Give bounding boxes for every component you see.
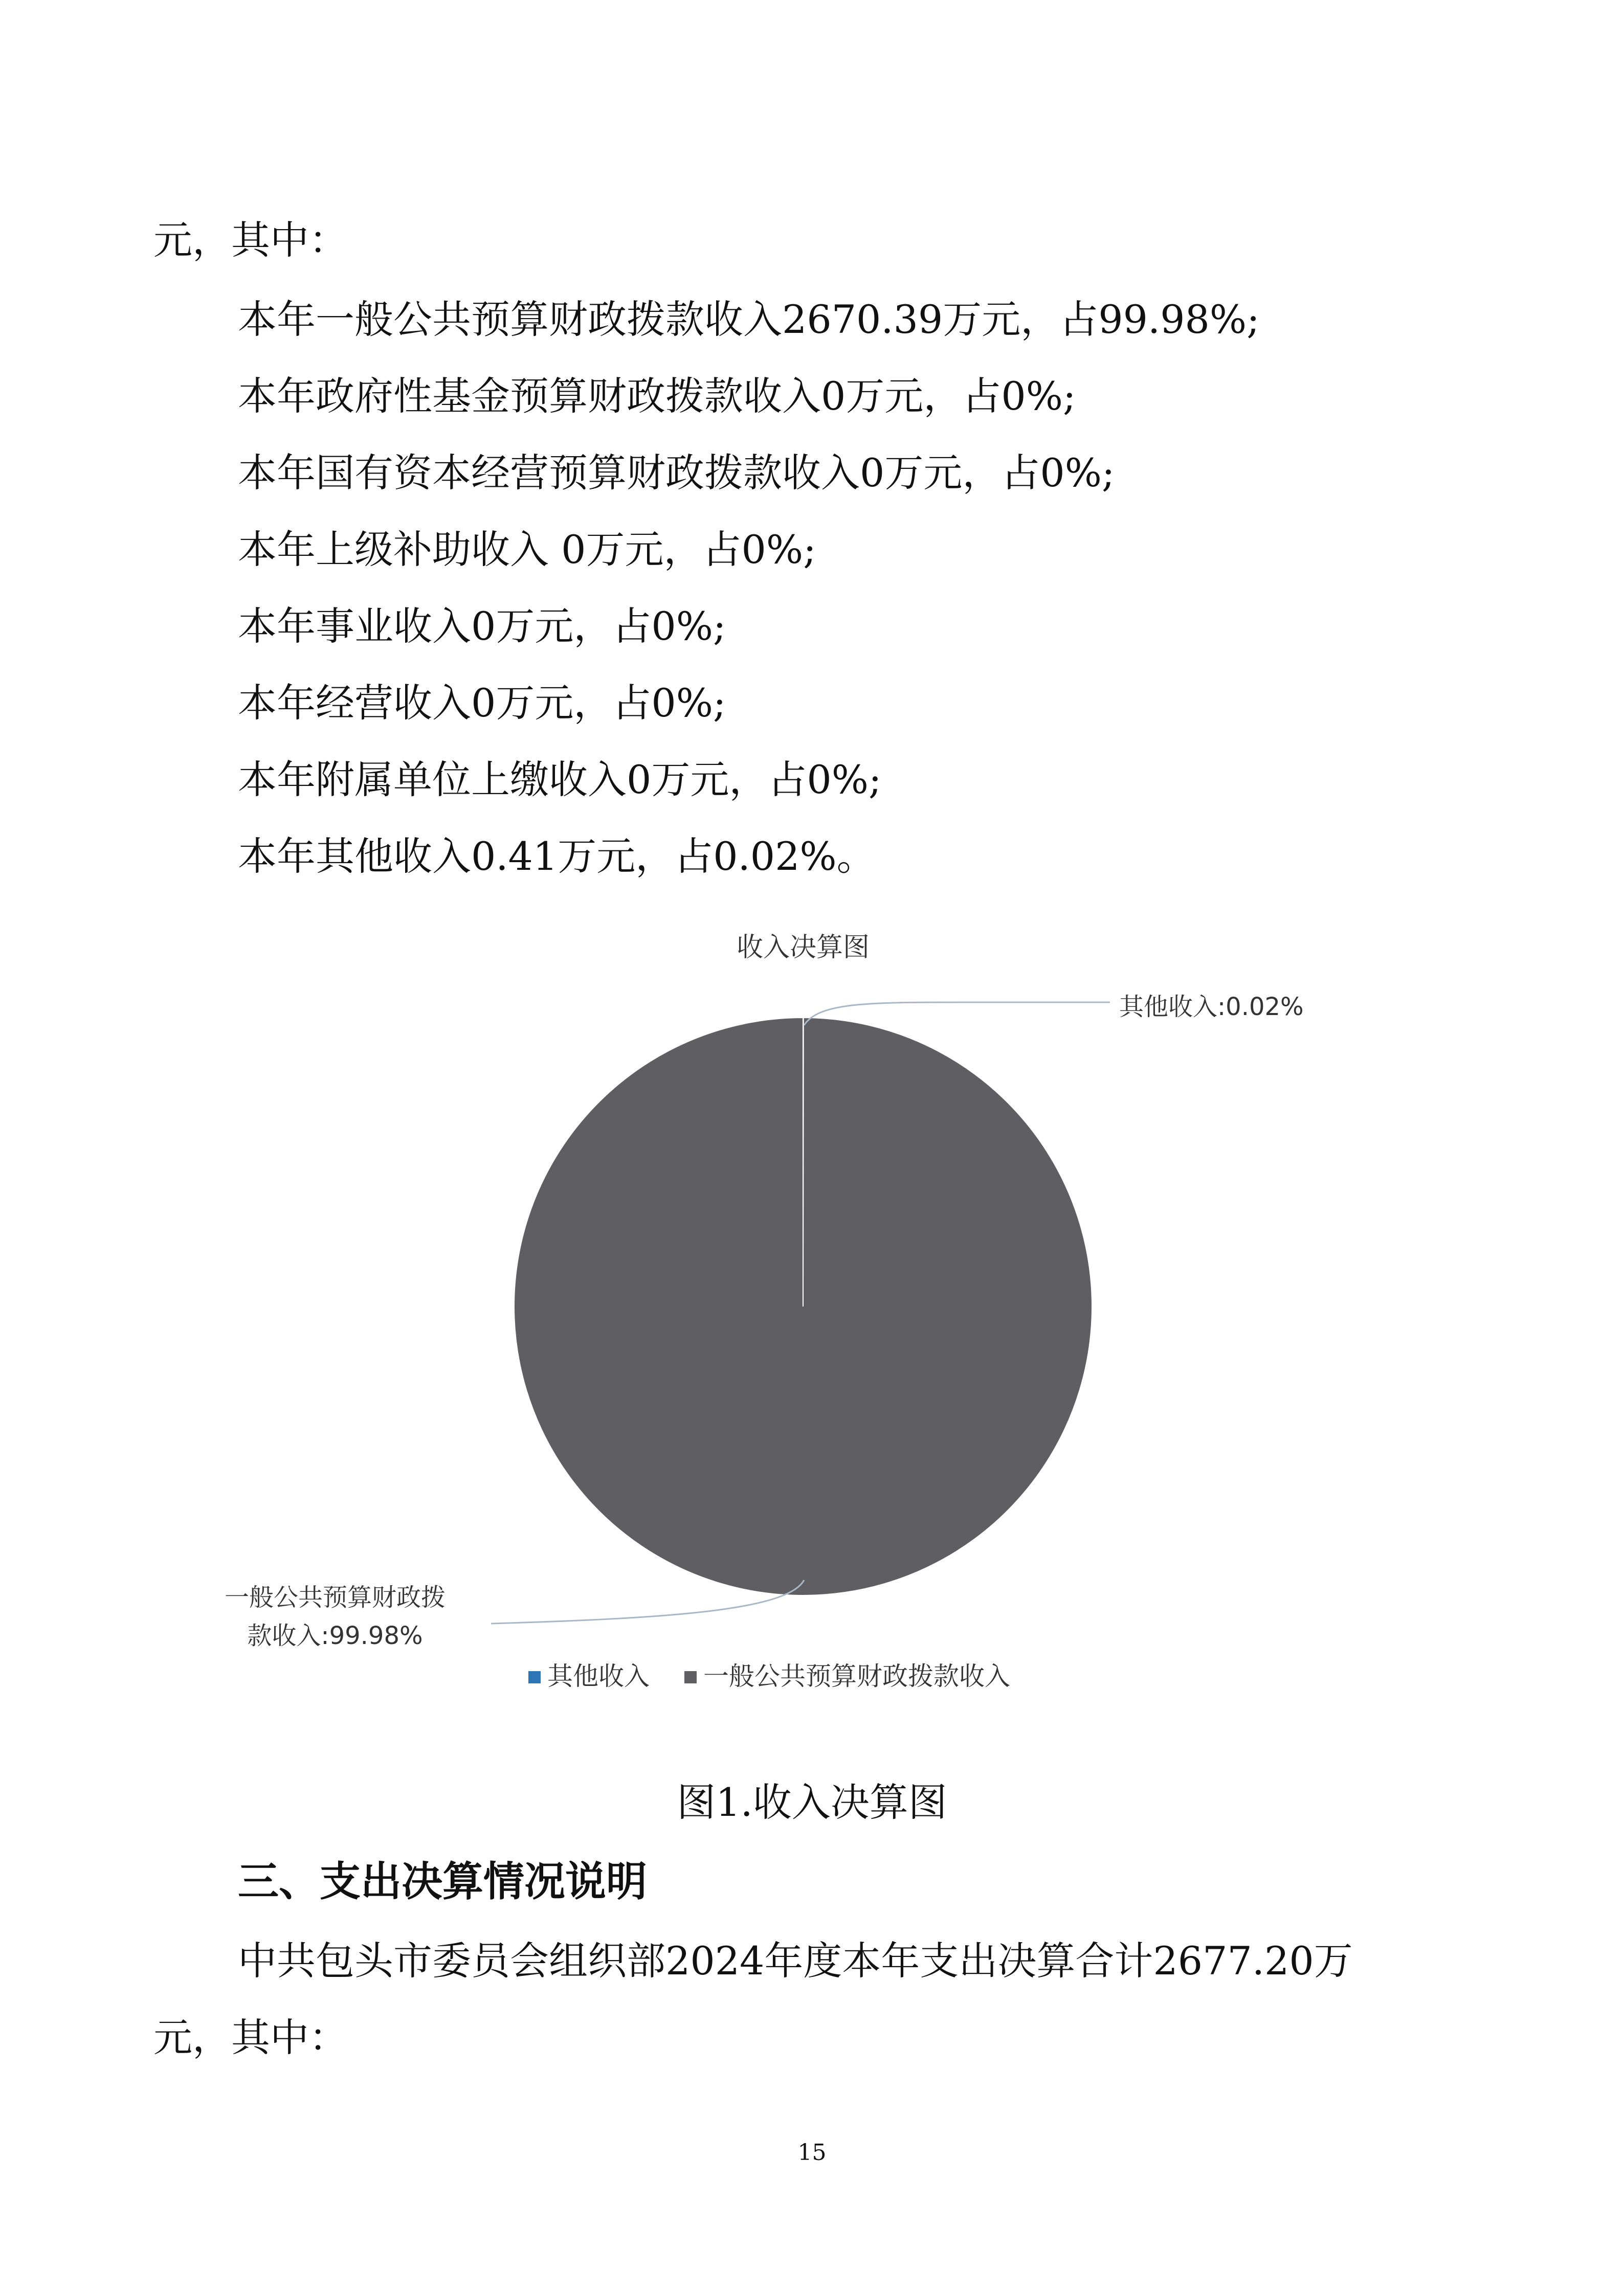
income-item-state-capital: 本年国有资本经营预算财政拨款收入0万元，占0%; xyxy=(238,450,1115,496)
section-heading: 三、支出决算情况说明 xyxy=(238,1858,647,1905)
pie-slices xyxy=(514,1018,1092,1595)
intro-continuation: 元，其中： xyxy=(153,217,348,263)
income-item-superior-subsidy: 本年上级补助收入 0万元，占0%; xyxy=(238,527,816,572)
figure-caption: 图1.收入决算图 xyxy=(677,1780,947,1825)
income-item-business: 本年事业收入0万元，占0%; xyxy=(238,603,726,649)
page-number: 15 xyxy=(797,2140,827,2166)
expenditure-intro-line1: 中共包头市委员会组织部2024年度本年支出决算合计2677.20万 xyxy=(238,1938,1353,1984)
legend-swatch-other xyxy=(528,1671,541,1683)
income-pie-chart xyxy=(0,900,1624,1728)
income-item-other: 本年其他收入0.41万元，占0.02%。 xyxy=(238,834,876,879)
legend-label-general: 一般公共预算财政拨款收入 xyxy=(703,1661,1010,1691)
slice-label-other: 其他收入:0.02% xyxy=(1119,993,1304,1021)
income-item-general-budget: 本年一般公共预算财政拨款收入2670.39万元，占99.98%; xyxy=(238,297,1260,342)
legend-swatch-general xyxy=(684,1671,697,1683)
slice-label-general-line2: 款收入:99.98% xyxy=(247,1622,423,1650)
expenditure-intro-line2: 元，其中： xyxy=(153,2015,348,2060)
legend xyxy=(528,1661,1010,1691)
slice-label-general-line1: 一般公共预算财政拨 xyxy=(224,1583,446,1612)
income-item-government-fund: 本年政府性基金预算财政拨款收入0万元，占0%; xyxy=(238,373,1076,419)
pie-slice-general-budget xyxy=(514,1018,1092,1595)
income-item-operating: 本年经营收入0万元，占0%; xyxy=(238,680,726,726)
chart-title: 收入决算图 xyxy=(736,932,870,963)
income-item-affiliated-units: 本年附属单位上缴收入0万元，占0%; xyxy=(238,757,882,802)
legend-label-other: 其他收入 xyxy=(547,1661,650,1691)
